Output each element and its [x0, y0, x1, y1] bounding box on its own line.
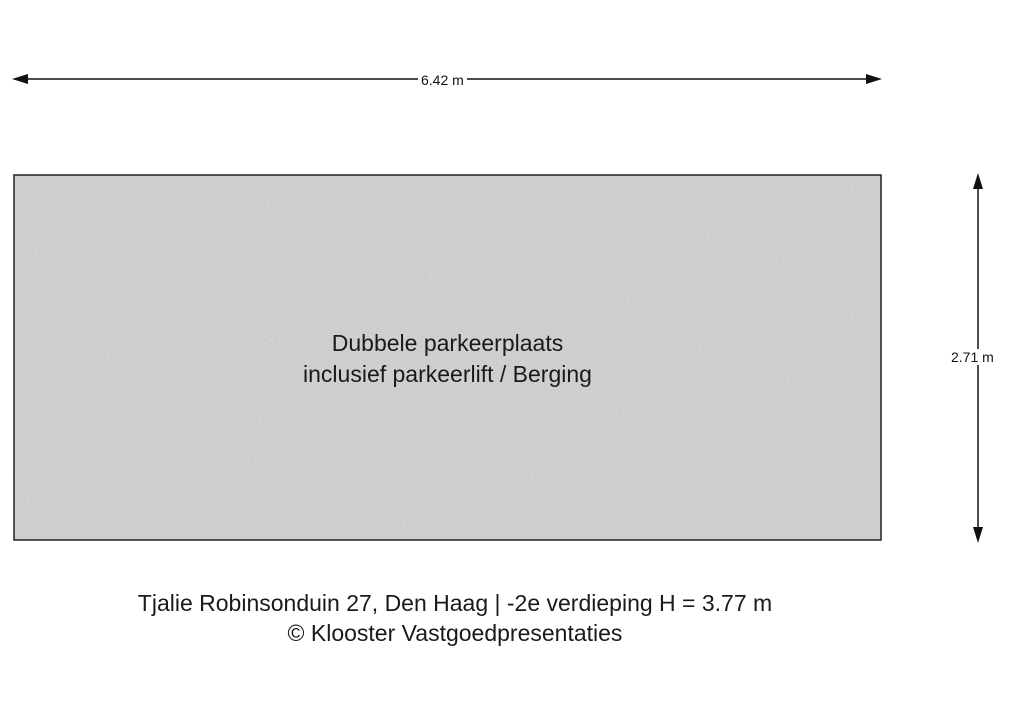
height-dimension-label: 2.71 m: [948, 349, 997, 365]
room-label: [14, 328, 881, 390]
address-caption: Tjalie Robinsonduin 27, Den Haag | -2e verdieping H = 3.77 m: [137, 590, 773, 616]
room-label-line1: Dubbele parkeerplaats: [331, 330, 564, 356]
copyright-caption: © Klooster Vastgoedpresentaties: [287, 620, 623, 646]
room-label-line2: inclusief parkeerlift / Berging: [303, 361, 592, 387]
footer-caption: [0, 588, 910, 648]
width-dimension-label: 6.42 m: [418, 72, 467, 88]
